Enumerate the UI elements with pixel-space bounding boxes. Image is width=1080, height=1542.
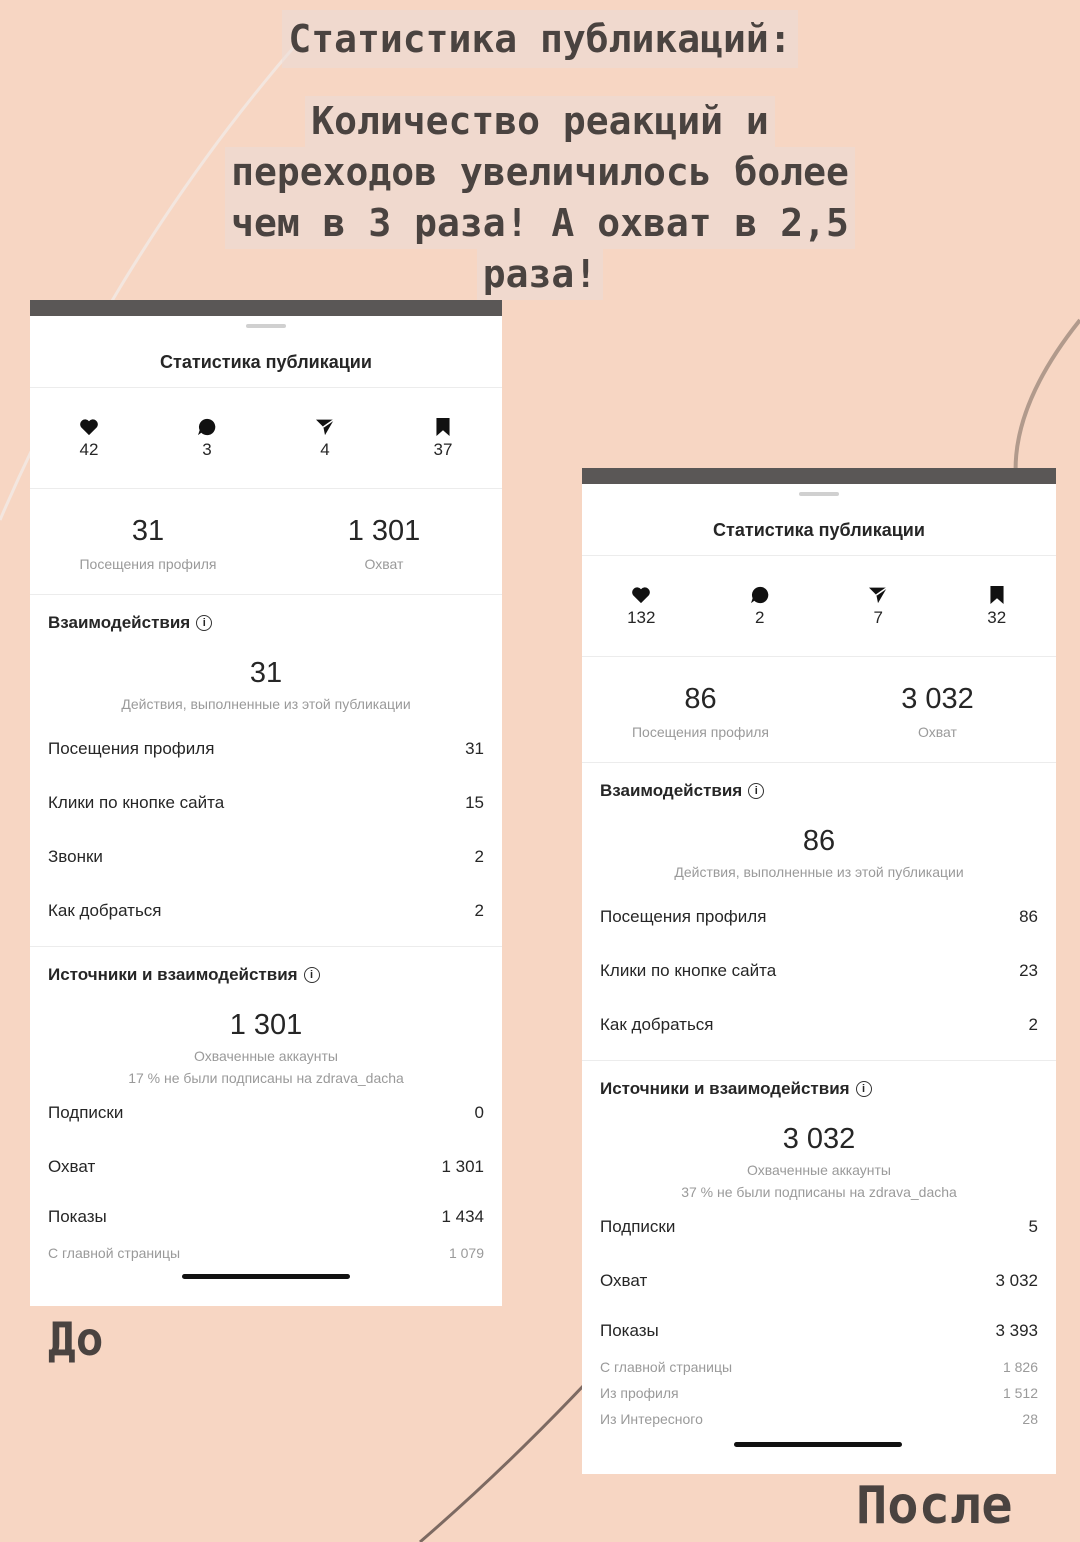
profile-visits-label: Посещения профиля (631, 724, 770, 740)
sources-section (30, 947, 502, 1266)
comments-stat: 2 (730, 586, 790, 628)
headline-line-1: Количество реакций и (305, 96, 775, 147)
list-item: Показы 3 393 (600, 1321, 1038, 1340)
interactions-total: 31 (249, 657, 283, 689)
list-item: Клики по кнопке сайта 15 (48, 793, 484, 812)
profile-visits-label: Посещения профиля (79, 556, 217, 572)
engagement-icons (582, 556, 1056, 657)
reach-label: Охват (918, 724, 957, 740)
kpi-row (582, 657, 1056, 763)
send-icon (868, 586, 888, 604)
headline (0, 10, 1080, 300)
saves-stat: 37 (413, 418, 473, 460)
profile-visits-value: 31 (131, 515, 165, 547)
list-item: Охват 1 301 (48, 1157, 484, 1176)
before-stats-panel (30, 300, 502, 1306)
engagement-icons (30, 388, 502, 489)
list-item: Из Интересного 28 (600, 1411, 1038, 1427)
heart-icon (79, 418, 99, 436)
interactions-title: Взаимодействия (48, 613, 191, 632)
sources-title: Источники и взаимодействия (600, 1079, 850, 1098)
before-caption: До (48, 1312, 104, 1366)
list-item: Клики по кнопке сайта 23 (600, 961, 1038, 980)
after-stats-panel (582, 468, 1056, 1474)
info-icon[interactable]: i (856, 1081, 872, 1097)
shares-stat: 4 (295, 418, 355, 460)
home-indicator[interactable] (182, 1274, 350, 1279)
panel-title: Статистика публикации (30, 318, 502, 388)
list-item: Звонки 2 (48, 847, 484, 866)
sources-title: Источники и взаимодействия (48, 965, 298, 984)
bookmark-icon (987, 586, 1007, 604)
list-item: Показы 1 434 (48, 1207, 484, 1226)
bookmark-icon (433, 418, 453, 436)
headline-line-3: чем в 3 раза! А охват в 2,5 (225, 198, 855, 249)
reach-value: 3 032 (901, 683, 974, 715)
saves-stat: 32 (967, 586, 1027, 628)
sources-section (582, 1061, 1056, 1432)
after-caption: После (856, 1476, 1013, 1536)
interactions-label: Действия, выполненные из этой публикации (674, 864, 964, 880)
list-item: Охват 3 032 (600, 1271, 1038, 1290)
info-icon[interactable]: i (196, 615, 212, 631)
reach-label: Охват (364, 556, 404, 572)
panel-title: Статистика публикации (582, 486, 1056, 556)
interactions-total: 86 (802, 825, 836, 857)
likes-stat: 42 (59, 418, 119, 460)
info-icon[interactable]: i (304, 967, 320, 983)
interactions-section (582, 763, 1056, 1061)
list-item: Подписки 5 (600, 1217, 1038, 1236)
list-item: Как добраться 2 (48, 901, 484, 920)
shares-stat: 7 (848, 586, 908, 628)
list-item: Как добраться 2 (600, 1015, 1038, 1034)
comments-stat: 3 (177, 418, 237, 460)
list-item: С главной страницы 1 079 (48, 1245, 484, 1261)
sheet-handle[interactable] (246, 324, 286, 328)
info-icon[interactable]: i (748, 783, 764, 799)
list-item: Посещения профиля 31 (48, 739, 484, 758)
list-item: Из профиля 1 512 (600, 1385, 1038, 1401)
headline-line-2: переходов увеличилось более (225, 147, 855, 198)
interactions-section (30, 595, 502, 947)
sources-label: Охваченные аккаунты (194, 1048, 338, 1064)
heart-icon (631, 586, 651, 604)
comment-icon (197, 418, 217, 436)
headline-line-4: раза! (477, 249, 603, 300)
list-item: Посещения профиля 86 (600, 907, 1038, 926)
interactions-label: Действия, выполненные из этой публикации (121, 696, 411, 712)
profile-visits-value: 86 (684, 683, 717, 715)
sources-label: Охваченные аккаунты (747, 1162, 891, 1178)
send-icon (315, 418, 335, 436)
kpi-row (30, 489, 502, 595)
reach-value: 1 301 (347, 515, 421, 547)
sources-sub: 17 % не были подписаны на zdrava_dacha (128, 1070, 404, 1086)
home-indicator[interactable] (734, 1442, 902, 1447)
comment-icon (750, 586, 770, 604)
list-item: Подписки 0 (48, 1103, 484, 1122)
likes-stat: 132 (611, 586, 671, 628)
list-item: С главной страницы 1 826 (600, 1359, 1038, 1375)
headline-title: Статистика публикаций: (282, 10, 797, 68)
sheet-handle[interactable] (799, 492, 839, 496)
sources-sub: 37 % не были подписаны на zdrava_dacha (681, 1184, 957, 1200)
sources-total: 3 032 (782, 1123, 856, 1155)
sources-total: 1 301 (229, 1009, 303, 1041)
interactions-title: Взаимодействия (600, 781, 743, 800)
